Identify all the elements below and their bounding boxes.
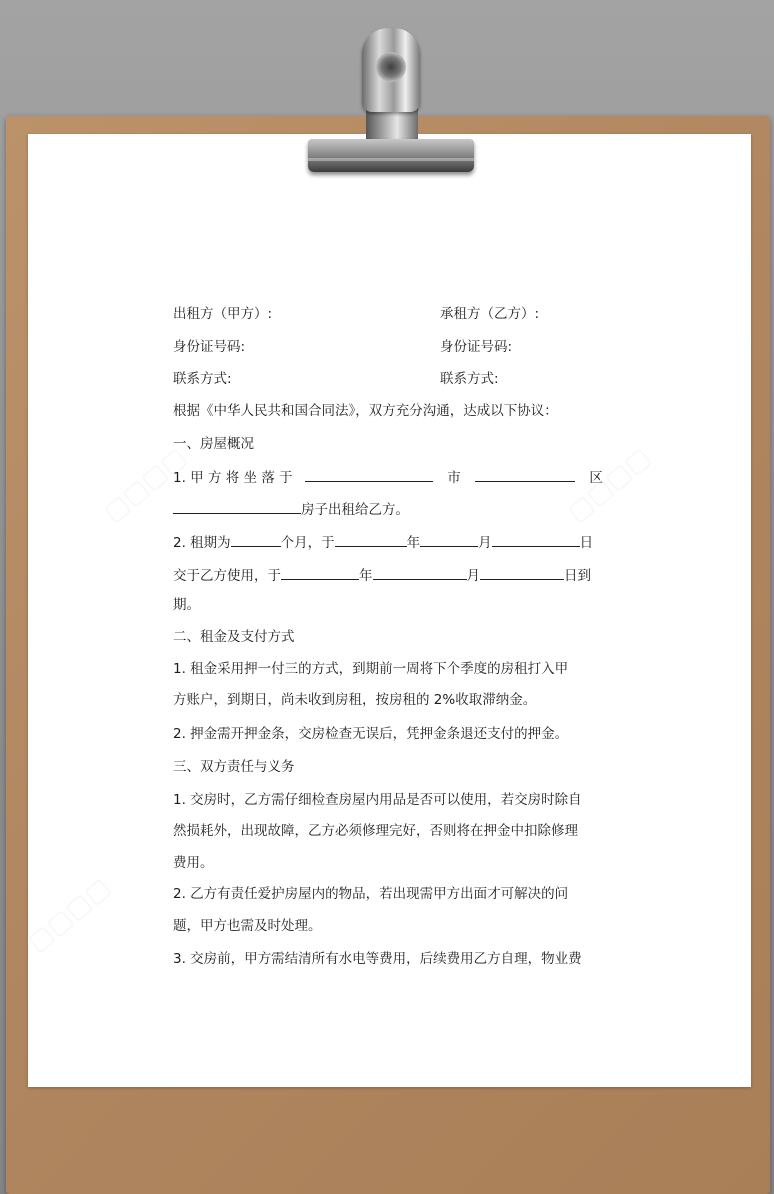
section3-item2-line2: 题，甲方也需及时处理。	[173, 918, 322, 934]
blank-address	[173, 499, 301, 514]
lessee-contact-label: 联系方式:	[440, 371, 499, 387]
section3-item3-line1: 3. 交房前，甲方需结清所有水电等费用，后续费用乙方自理，物业费	[173, 951, 582, 967]
section1-item2-line3: 期。	[173, 597, 200, 613]
lessee-label: 承租方（乙方）:	[440, 306, 540, 322]
section1-item2-line2	[173, 565, 591, 585]
item2-day-text: 日	[579, 535, 594, 551]
blank-location	[305, 467, 433, 482]
section2-item2: 2. 押金需开押金条，交房检查无误后，凭押金条退还支付的押金。	[173, 726, 569, 742]
clip-highlight	[308, 158, 474, 161]
item2-year-text: 年	[406, 535, 421, 551]
section1-heading: 一、房屋概况	[173, 436, 254, 452]
blank-end-month	[373, 565, 467, 580]
section2-item1-line2: 方账户，到期日，尚未收到房租，按房租的 2%收取滞纳金。	[173, 692, 537, 708]
binder-clip	[308, 139, 474, 172]
blank-months	[231, 532, 281, 547]
blank-end-day	[480, 565, 564, 580]
lessee-id-label: 身份证号码:	[440, 339, 513, 355]
section3-item2-line1: 2. 乙方有责任爱护房屋内的物品，若出现需甲方出面才可解决的问	[173, 886, 569, 902]
section3-item1-line3: 费用。	[173, 855, 214, 871]
clip-ring-hole	[376, 52, 406, 82]
item2-end-year-text: 年	[359, 568, 373, 584]
blank-start-month	[420, 532, 478, 547]
item1-city-text: 市	[447, 470, 461, 486]
item2-handover-text: 交于乙方使用，于	[173, 568, 281, 584]
section1-item2-line1	[173, 532, 593, 552]
item2-month-text: 月	[478, 535, 492, 551]
item2-end-month-text: 月	[466, 568, 480, 584]
item1-rent-text: 房子出租给乙方。	[301, 502, 409, 518]
item2-end-day-text: 日到	[564, 568, 591, 584]
section3-heading: 三、双方责任与义务	[173, 759, 295, 775]
item2-from-text: 个月，于	[280, 535, 335, 551]
blank-start-year	[335, 532, 407, 547]
lessor-contact-label: 联系方式:	[173, 371, 232, 387]
item2-term-text: 2. 租期为	[173, 535, 231, 551]
contract-intro: 根据《中华人民共和国合同法》，双方充分沟通，达成以下协议：	[173, 403, 558, 419]
item1-district-text: 区	[589, 470, 603, 486]
blank-end-year	[281, 565, 359, 580]
item1-location-text: 1. 甲 方 将 坐 落 于	[173, 470, 293, 486]
section1-item1-line2	[173, 499, 409, 519]
section2-item1-line1: 1. 租金采用押一付三的方式，到期前一周将下个季度的房租打入甲	[173, 661, 569, 677]
section3-item1-line2: 然损耗外，出现故障，乙方必须修理完好，否则将在押金中扣除修理	[173, 823, 578, 839]
section3-item1-line1: 1. 交房时，乙方需仔细检查房屋内用品是否可以使用，若交房时除自	[173, 792, 582, 808]
lessor-id-label: 身份证号码:	[173, 339, 246, 355]
contract-paper	[28, 134, 751, 1087]
section1-item1-line1	[173, 467, 603, 487]
lessor-label: 出租方（甲方）:	[173, 306, 273, 322]
blank-district	[475, 467, 575, 482]
section2-heading: 二、租金及支付方式	[173, 629, 295, 645]
blank-start-day	[492, 532, 580, 547]
